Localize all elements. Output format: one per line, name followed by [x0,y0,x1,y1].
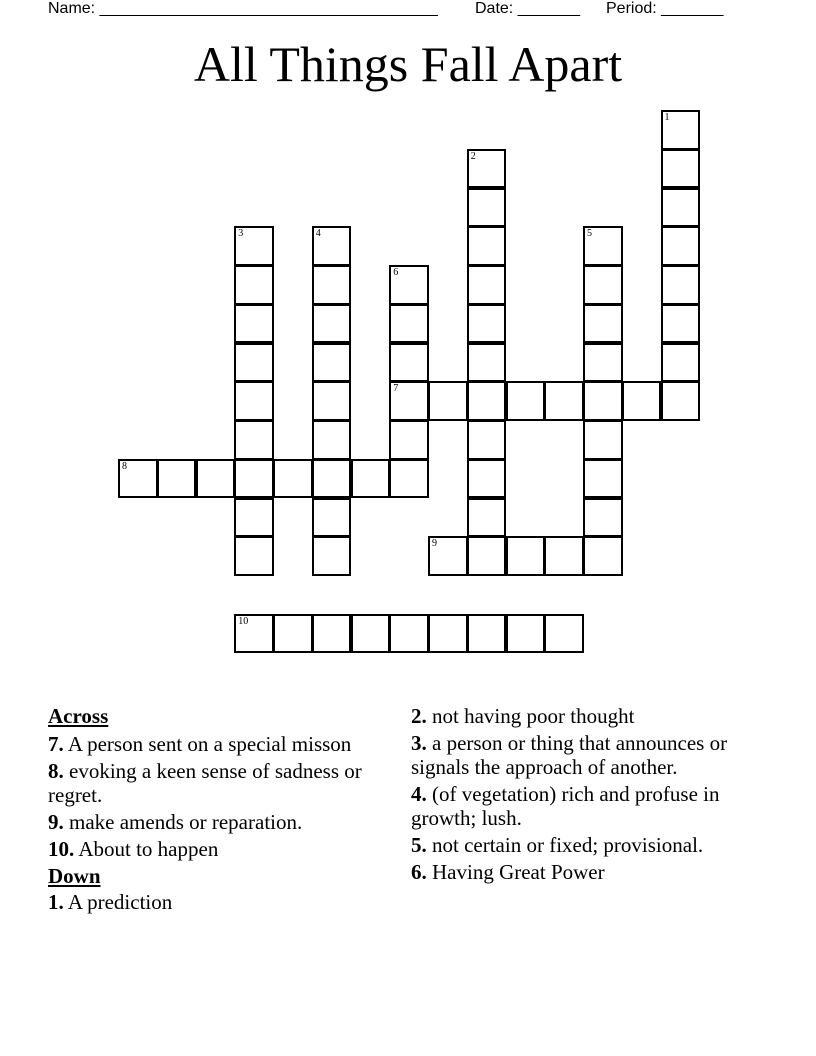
clue-number: 2. [411,704,427,728]
clue-across-7 [48,732,368,756]
clue-text: (of vegetation) rich and profuse in growth; lush. [411,782,720,830]
crossword-cell[interactable] [622,381,662,421]
clue-number: 1. [48,890,64,914]
crossword-cell[interactable] [389,343,429,383]
clue-column-left [48,704,368,917]
crossword-cell[interactable] [234,420,274,460]
clue-down-2 [411,704,771,728]
cell-number: 3 [238,228,244,240]
crossword-cell[interactable] [661,110,701,150]
cell-number: 10 [238,615,249,627]
crossword-cell[interactable] [583,226,623,266]
crossword-cell[interactable] [661,343,701,383]
crossword-cell[interactable] [661,265,701,305]
clue-text: make amends or reparation. [69,810,303,834]
crossword-cell[interactable] [467,226,507,266]
crossword-cell[interactable] [544,536,584,576]
cell-number: 7 [393,383,399,395]
crossword-cell[interactable] [467,343,507,383]
crossword-cell[interactable] [506,536,546,576]
clue-number: 4. [411,782,427,806]
crossword-cell[interactable] [661,304,701,344]
clue-number: 10. [48,837,75,861]
down-heading: Down [48,864,101,888]
crossword-cell[interactable] [661,149,701,189]
date-field-label: Date: _______ [475,0,580,17]
crossword-cell[interactable] [506,614,546,654]
crossword-cell[interactable] [467,149,507,189]
cell-number: 9 [432,538,437,550]
period-field-label: Period: _______ [606,0,724,17]
crossword-cell[interactable] [583,498,623,538]
crossword-cell[interactable] [312,420,352,460]
crossword-cell[interactable] [467,614,507,654]
cell-number: 2 [470,150,476,162]
crossword-cell[interactable] [467,381,507,421]
across-heading: Across [48,704,109,728]
crossword-cell[interactable] [273,614,313,654]
clue-down-1 [48,890,368,914]
crossword-cell[interactable] [544,614,584,654]
crossword-cell[interactable] [661,381,701,421]
crossword-cell[interactable] [583,420,623,460]
crossword-cell[interactable] [467,188,507,228]
clue-across-10 [48,837,368,861]
crossword-cell[interactable] [351,614,391,654]
crossword-cell[interactable] [234,226,274,266]
clue-down-4 [411,782,771,830]
crossword-cell[interactable] [661,188,701,228]
crossword-cell[interactable] [389,614,429,654]
clue-across-9 [48,810,368,834]
crossword-cell[interactable] [351,459,391,499]
crossword-cell[interactable] [118,459,158,499]
crossword-cell[interactable] [389,381,429,421]
crossword-cell[interactable] [234,614,274,654]
clue-down-6 [411,860,771,884]
crossword-cell[interactable] [506,381,546,421]
crossword-cell[interactable] [312,304,352,344]
crossword-cell[interactable] [312,381,352,421]
cell-number: 4 [315,228,321,240]
crossword-cell[interactable] [312,614,352,654]
crossword-cell[interactable] [467,459,507,499]
crossword-cell[interactable] [428,536,468,576]
crossword-cell[interactable] [661,226,701,266]
cell-number: 1 [664,112,670,123]
crossword-cell[interactable] [312,265,352,305]
crossword-cell[interactable] [389,459,429,499]
crossword-cell[interactable] [428,614,468,654]
clue-down-3 [411,731,771,779]
clue-text: evoking a keen sense of sadness or regret. [48,759,362,807]
clue-column-right [411,704,771,887]
page-title: All Things Fall Apart [193,36,623,92]
crossword-cell[interactable] [583,459,623,499]
crossword-cell[interactable] [273,459,313,499]
cell-number: 5 [587,228,592,240]
crossword-cell[interactable] [389,265,429,305]
crossword-cell[interactable] [234,498,274,538]
cell-number: 6 [393,267,399,278]
cell-number: 8 [122,460,127,472]
clue-number: 6. [411,860,427,884]
clue-text: Having Great Power [432,860,605,884]
clue-text: A person sent on a special misson [67,732,352,756]
crossword-cell[interactable] [312,459,352,499]
name-field-label: Name: ______________________________________ [48,0,438,17]
crossword-cell[interactable] [389,304,429,344]
clue-text: not having poor thought [432,704,635,728]
clue-number: 7. [48,732,64,756]
crossword-cell[interactable] [234,343,274,383]
crossword-cell[interactable] [467,498,507,538]
crossword-cell[interactable] [583,343,623,383]
crossword-cell[interactable] [428,381,468,421]
crossword-cell[interactable] [312,536,352,576]
crossword-cell[interactable] [312,343,352,383]
crossword-cell[interactable] [467,304,507,344]
clue-number: 9. [48,810,64,834]
crossword-cell[interactable] [312,498,352,538]
crossword-cell[interactable] [583,381,623,421]
crossword-cell[interactable] [467,420,507,460]
crossword-cell[interactable] [389,420,429,460]
clue-across-8 [48,759,368,807]
clue-text: not certain or fixed; provisional. [432,833,704,857]
crossword-cell[interactable] [234,265,274,305]
crossword-cell[interactable] [467,265,507,305]
crossword-cell[interactable] [583,304,623,344]
clue-number: 3. [411,731,427,755]
crossword-cell[interactable] [583,265,623,305]
clue-down-5 [411,833,771,857]
clue-text: A prediction [67,890,173,914]
clue-text: a person or thing that announces or signals the approach of another. [411,731,728,779]
crossword-cell[interactable] [312,226,352,266]
crossword-cell[interactable] [583,536,623,576]
crossword-cell[interactable] [234,459,274,499]
crossword-cell[interactable] [234,381,274,421]
clue-number: 8. [48,759,64,783]
clue-text: About to happen [78,837,219,861]
crossword-cell[interactable] [196,459,236,499]
crossword-cell[interactable] [544,381,584,421]
clue-number: 5. [411,833,427,857]
crossword-cell[interactable] [234,536,274,576]
crossword-cell[interactable] [467,536,507,576]
crossword-cell[interactable] [157,459,197,499]
crossword-cell[interactable] [234,304,274,344]
